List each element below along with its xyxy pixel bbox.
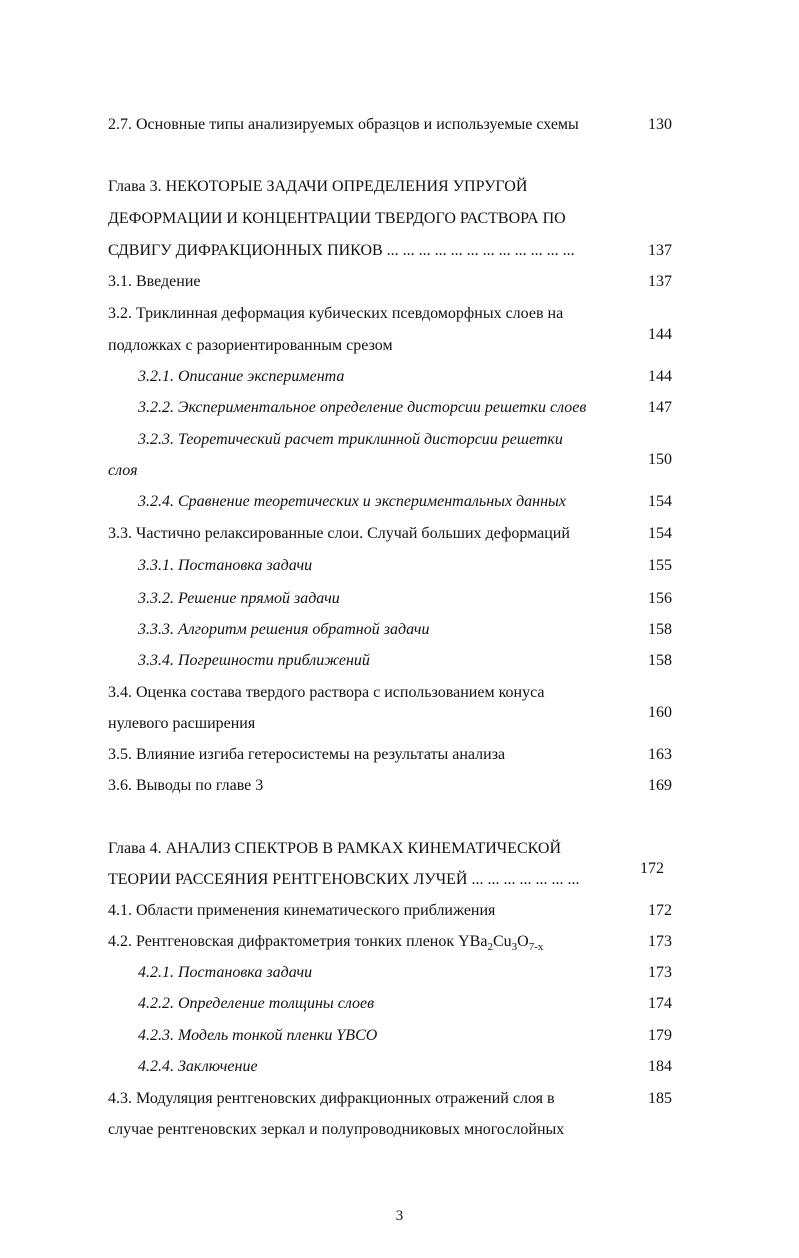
- toc-entry-3-3-4[interactable]: 3.3.4. Погрешности приближений: [138, 652, 370, 669]
- toc-entry-3-2-line-2[interactable]: подложках с разориентированным срезом: [108, 337, 393, 354]
- toc-page-number: 137: [648, 242, 672, 259]
- toc-entry-3-4-line-1[interactable]: 3.4. Оценка состава твердого раствора с использованием конуса: [108, 684, 545, 701]
- chapter-3-title-line-1[interactable]: Глава 3. НЕКОТОРЫЕ ЗАДАЧИ ОПРЕДЕЛЕНИЯ УПРУГОЙ: [108, 178, 528, 195]
- toc-page-number: 160: [648, 704, 672, 721]
- toc-entry-3-2-3-line-2[interactable]: слоя: [108, 462, 138, 479]
- formula-part: O: [517, 933, 529, 950]
- toc-entry-3-1[interactable]: 3.1. Введение: [108, 273, 201, 290]
- toc-page-number: 169: [648, 777, 672, 794]
- toc-page-number: 172: [648, 902, 672, 919]
- toc-entry-4-2-3[interactable]: 4.2.3. Модель тонкой пленки YBCO: [138, 1027, 378, 1044]
- toc-page-number: 144: [648, 326, 672, 343]
- toc-page-number: 173: [648, 933, 672, 950]
- toc-entry-3-4-line-2[interactable]: нулевого расширения: [108, 715, 256, 732]
- toc-page-number: 172: [640, 860, 664, 877]
- toc-page-number: 144: [648, 368, 672, 385]
- subscript: 2: [487, 941, 493, 954]
- toc-entry-3-2-3-line-1[interactable]: 3.2.3. Теоретический расчет триклинной дисторсии решетки: [138, 431, 563, 448]
- toc-page-number: 130: [648, 116, 672, 133]
- toc-page-number: 163: [648, 746, 672, 763]
- toc-entry-2-7[interactable]: 2.7. Основные типы анализируемых образцов и используемые схемы: [108, 116, 579, 133]
- toc-page-number: 173: [648, 964, 672, 981]
- chapter-4-title-line-2[interactable]: ТЕОРИИ РАССЕЯНИЯ РЕНТГЕНОВСКИХ ЛУЧЕЙ ... ... ... ... ... ... ...: [108, 871, 580, 888]
- toc-page-number: 158: [648, 652, 672, 669]
- formula-part: Cu: [492, 933, 512, 950]
- toc-page-number: 147: [648, 399, 672, 416]
- page-number-footer: 3: [395, 1208, 404, 1224]
- toc-entry-3-5[interactable]: 3.5. Влияние изгиба гетеросистемы на результаты анализа: [108, 746, 506, 763]
- toc-page-number: 184: [648, 1058, 672, 1075]
- toc-entry-4-3-line-2[interactable]: случае рентгеновских зеркал и полупроводниковых многослойных: [108, 1121, 565, 1138]
- toc-entry-3-3[interactable]: 3.3. Частично релаксированные слои. Случай больших деформаций: [108, 525, 570, 542]
- toc-page-number: 137: [648, 273, 672, 290]
- chapter-3-title-line-3[interactable]: СДВИГУ ДИФРАКЦИОННЫХ ПИКОВ ... ... ... ... ... ... ... ... ... ... ... ...: [108, 242, 575, 259]
- toc-entry-4-2-4[interactable]: 4.2.4. Заключение: [138, 1058, 258, 1075]
- toc-entry-3-2-line-1[interactable]: 3.2. Триклинная деформация кубических псевдоморфных слоев на: [108, 305, 564, 322]
- toc-entry-3-3-3[interactable]: 3.3.3. Алгоритм решения обратной задачи: [138, 621, 430, 638]
- toc-page-number: 174: [648, 995, 672, 1012]
- toc-entry-3-2-2[interactable]: 3.2.2. Экспериментальное определение дисторсии решетки слоев: [138, 399, 587, 416]
- toc-entry-4-3-line-1[interactable]: 4.3. Модуляция рентгеновских дифракционных отражений слоя в: [108, 1090, 555, 1107]
- chapter-3-title-line-2[interactable]: ДЕФОРМАЦИИ И КОНЦЕНТРАЦИИ ТВЕРДОГО РАСТВОРА ПО: [108, 210, 566, 227]
- toc-entry-4-2-2[interactable]: 4.2.2. Определение толщины слоев: [138, 995, 375, 1012]
- chapter-4-title-line-1[interactable]: Глава 4. АНАЛИЗ СПЕКТРОВ В РАМКАХ КИНЕМАТИЧЕСКОЙ: [108, 840, 561, 857]
- toc-page-number: 156: [648, 590, 672, 607]
- toc-entry-3-2-1[interactable]: 3.2.1. Описание эксперимента: [138, 368, 345, 385]
- toc-page-number: 179: [648, 1027, 672, 1044]
- toc-entry-3-6[interactable]: 3.6. Выводы по главе 3: [108, 777, 264, 794]
- toc-page-number: 150: [648, 451, 672, 468]
- subscript: 7-x: [528, 941, 544, 954]
- toc-page-number: 154: [648, 525, 672, 542]
- toc-entry-3-3-1[interactable]: 3.3.1. Постановка задачи: [138, 557, 313, 574]
- toc-entry-4-2[interactable]: [108, 933, 544, 954]
- toc-page-number: 185: [648, 1090, 672, 1107]
- toc-entry-3-3-2[interactable]: 3.3.2. Решение прямой задачи: [138, 590, 340, 607]
- toc-page-number: 154: [648, 493, 672, 510]
- toc-entry-4-2-1[interactable]: 4.2.1. Постановка задачи: [138, 964, 313, 981]
- toc-entry-4-1[interactable]: 4.1. Области применения кинематического приближения: [108, 902, 496, 919]
- toc-entry-4-2-text: 4.2. Рентгеновская дифрактометрия тонких пленок YBa: [108, 933, 488, 950]
- toc-page-number: 158: [648, 621, 672, 638]
- toc-entry-3-2-4[interactable]: 3.2.4. Сравнение теоретических и экспериментальных данных: [138, 493, 566, 510]
- toc-page-number: 155: [648, 557, 672, 574]
- subscript: 3: [511, 941, 518, 954]
